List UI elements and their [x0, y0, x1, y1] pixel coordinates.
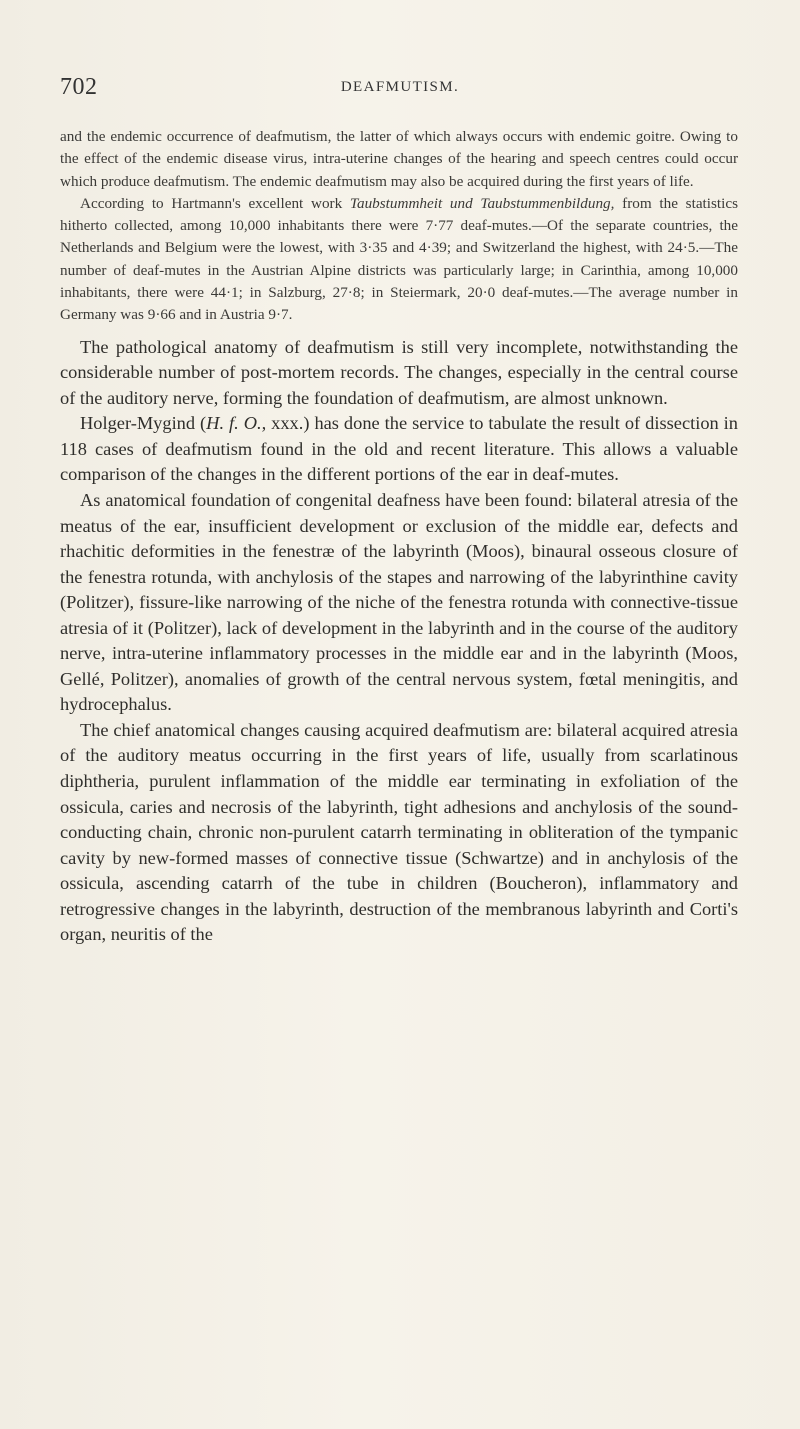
- paragraph-acquired-deafmutism: The chief anatomical changes causing acquired deafmutism are: bilateral acquired atresia of the auditory meatus occurring in the first years of life, usually from scarlatinous diphtheria, purulent inflammation of the middle ear terminating in exfoliation of the ossicula, caries and necrosis of the labyrinth, tight adhesions and anchylosis of the sound-conducting chain, chronic non-purulent catarrh terminating in obliteration of the tympanic cavity by new-formed masses of connective tissue (Schwartze) and in anchylosis of the ossicula, ascending catarrh of the tube in children (Boucheron), inflammatory and retrogressive changes in the labyrinth, destruction of the membranous labyrinth and Corti's organ, neuritis of the: [60, 719, 738, 945]
- paragraph-pathological-anatomy: The pathological anatomy of deafmutism is still very incomplete, notwithstanding the considerable number of post-mortem records. The changes, especially in the central course of the auditory nerve, forming the foundation of deafmutism, are almost unknown.: [60, 336, 738, 408]
- paragraph-holger-mygind-lead: Holger-Mygind (: [80, 413, 207, 434]
- work-title: Taubstummheit und Taubstummenbildung,: [349, 194, 615, 212]
- page-header: [60, 74, 740, 108]
- paragraph-holger-mygind: [60, 411, 738, 488]
- paragraph-endemic-deafmutism: and the endemic occurrence of deafmutism, the latter of which always occurs with endemic goitre. Owing to the effect of the endemic disease virus, intra-uterine changes of the hearing and speech centres could occur which produce deafmutism. The endemic deafmutism may also be acquired during the first years of life.: [60, 128, 738, 190]
- journal-reference: H. f. O.,: [206, 413, 267, 434]
- running-title: DEAFMUTISM.: [340, 79, 460, 95]
- page-content: [60, 126, 738, 948]
- paragraph-congenital-deafness: As anatomical foundation of congenital deafness have been found: bilateral atresia of the meatus of the ear, insufficient development or exclusion of the middle ear, defects and rhachitic deformities in the fenestræ of the labyrinth (Moos), binaural osseous closure of the fenestra rotunda, with anchylosis of the stapes and narrowing of the labyrinthine cavity (Politzer), fissure-like narrowing of the niche of the fenestra rotunda with connective-tissue atresia of it (Politzer), lack of development in the labyrinth and in the course of the auditory nerve, intra-uterine inflammatory processes in the middle ear and in the labyrinth (Moos, Gellé, Politzer), anomalies of growth of the central nervous system, fœtal meningitis, and hydrocephalus.: [60, 489, 738, 715]
- paragraph-statistics: [60, 193, 738, 327]
- large-text-section: [60, 335, 738, 948]
- paragraph-statistics-rest: from the statistics hitherto collected, among 10,000 inhabitants there were 7·77 deaf-mutes.—Of the separate countries, the Netherlands and Belgium were the lowest, with 3·35 and 4·39; and Switzerland the highest, with 24·5.—The number of deaf-mutes in the Austrian Alpine districts was particularly large; in Carinthia, among 10,000 inhabitants, there were 44·1; in Salzburg, 27·8; in Steiermark, 20·0 deaf-mutes.—The average number in Germany was 9·66 and in Austria 9·7.: [60, 194, 738, 324]
- paragraph-statistics-lead: According to Hartmann's excellent work: [80, 194, 350, 212]
- page-number: 702: [60, 74, 98, 100]
- paragraph-holger-mygind-rest: xxx.) has done the service to tabulate the result of dissection in 118 cases of deafmutism found in the old and recent literature. This allows a valuable comparison of the changes in the different portions of the ear in deaf-mutes.: [60, 413, 738, 485]
- small-text-section: [60, 126, 738, 327]
